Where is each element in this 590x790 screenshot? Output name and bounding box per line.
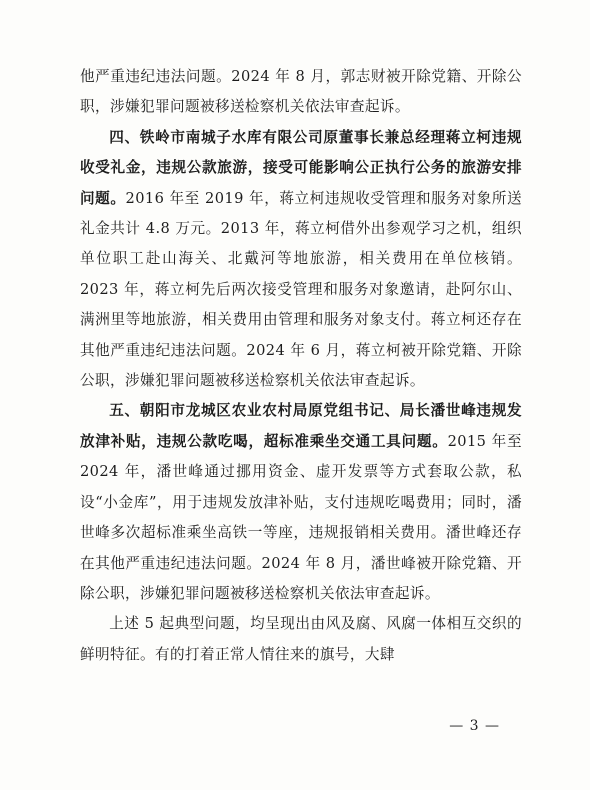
case-heading: 五、朝阳市龙城区农业农村局原党组书记、局长潘世峰违规发放津补贴，违规公款吃喝，超标准乘坐交通工具问题。 bbox=[80, 402, 522, 450]
paragraph-continuation bbox=[80, 62, 522, 123]
paragraph-text: 2016 年至 2019 年，蒋立柯违规收受管理和服务对象所送礼金共计 4.8 万元。2013 年，蒋立柯借外出参观学习之机，组织单位职工赴山海关、北戴河等地旅游，相关费用在单位核销。2023 年，蒋立柯先后两次接受管理和服务对象邀请，赴阿尔山、满洲里等地旅游，相关费用由管理和服务对象支付。蒋立柯还存在其他严重违纪违法问题。2024 年 6 月，蒋立柯被开除党籍、开除公职，涉嫌犯罪问题被移送检察机关依法审查起诉。 bbox=[80, 189, 522, 390]
paragraph-summary bbox=[80, 609, 522, 670]
paragraph-text: 2015 年至 2024 年，潘世峰通过挪用资金、虚开发票等方式套取公款，私设“小金库”，用于违规发放津补贴，支付违规吃喝费用；同时，潘世峰多次超标准乘坐高铁一等座，违规报销相关费用。潘世峰还存在其他严重违纪违法问题。2024 年 8 月，潘世峰被开除党籍、开除公职，涉嫌犯罪问题被移送检察机关依法审查起诉。 bbox=[80, 432, 522, 602]
page-number: — 3 — bbox=[449, 718, 500, 734]
paragraph-text: 上述 5 起典型问题，均呈现出由风及腐、风腐一体相互交织的鲜明特征。有的打着正常人情往来的旗号，大肆 bbox=[80, 615, 522, 663]
paragraph-text: 他严重违纪违法问题。2024 年 8 月，郭志财被开除党籍、开除公职，涉嫌犯罪问题被移送检察机关依法审查起诉。 bbox=[80, 68, 522, 116]
paragraph-case-five bbox=[80, 396, 522, 609]
document-body bbox=[80, 62, 522, 670]
paragraph-case-four bbox=[80, 123, 522, 397]
case-heading: 四、铁岭市南城子水库有限公司原董事长兼总经理蒋立柯违规收受礼金，违规公款旅游，接受可能影响公正执行公务的旅游安排问题。 bbox=[80, 128, 522, 207]
